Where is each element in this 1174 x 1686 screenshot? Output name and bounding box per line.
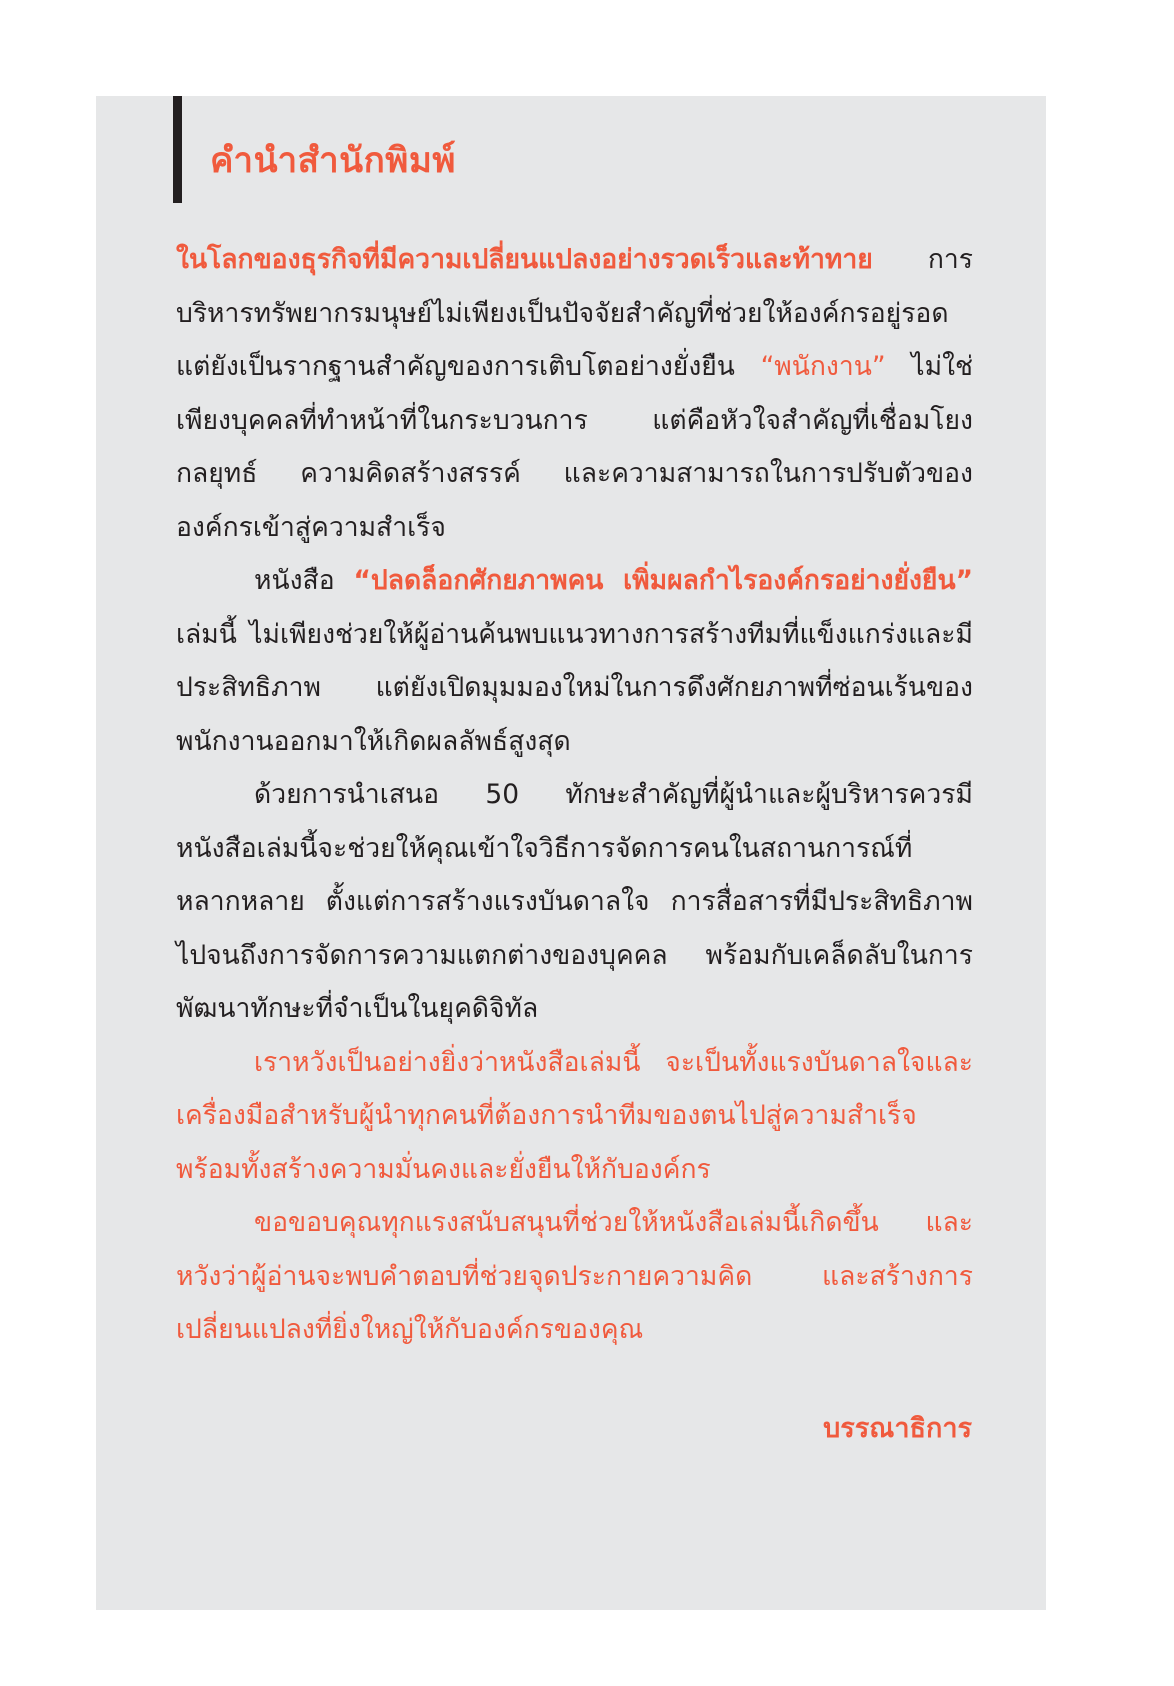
preface-body [176,233,973,1357]
intro-lead: ในโลกของธุรกิจที่มีความเปลี่ยนแปลงอย่างรวดเร็วและท้าทาย [176,244,873,275]
page-title: คำนำสำนักพิมพ์ [210,141,456,181]
paragraph-book [176,554,973,768]
intro-text-b: ไม่ใช่เพียงบุคคลที่ทำหน้าที่ในกระบวนการ แต่คือหัวใจสำคัญที่เชื่อมโยงกลยุทธ์ ความคิดสร้างสรรค์ และความสามารถในการปรับตัวขององค์กรเข้าสู่ความสำเร็จ [176,351,973,543]
paragraph-intro [176,233,973,554]
intro-highlight-employee: “พนักงาน” [760,351,886,382]
paragraph-skills: ด้วยการนำเสนอ 50 ทักษะสำคัญที่ผู้นำและผู้บริหารควรมี หนังสือเล่มนี้จะช่วยให้คุณเข้าใจวิธีการจัดการคนในสถานการณ์ที่หลากหลาย ตั้งแต่การสร้างแรงบันดาลใจ การสื่อสารที่มีประสิทธิภาพ ไปจนถึงการจัดการความแตกต่างของบุคคล พร้อมกับเคล็ดลับในการพัฒนาทักษะที่จำเป็นในยุคดิจิทัล [176,779,973,1024]
book-text-a: หนังสือ [254,565,354,596]
paragraph-thanks: ขอขอบคุณทุกแรงสนับสนุนที่ช่วยให้หนังสือเล่มนี้เกิดขึ้น และหวังว่าผู้อ่านจะพบคำตอบที่ช่วยจุดประกายความคิด และสร้างการเปลี่ยนแปลงที่ยิ่งใหญ่ให้กับองค์กรของคุณ [176,1207,973,1345]
editor-signature: บรรณาธิการ [823,1413,972,1444]
book-text-b: เล่มนี้ ไม่เพียงช่วยให้ผู้อ่านค้นพบแนวทางการสร้างทีมที่แข็งแกร่งและมีประสิทธิภาพ แต่ยังเปิดมุมมองใหม่ในการดึงศักยภาพที่ซ่อนเร้นของพนักงานออกมาให้เกิดผลลัพธ์สูงสุด [176,618,973,757]
paragraph-hope: เราหวังเป็นอย่างยิ่งว่าหนังสือเล่มนี้ จะเป็นทั้งแรงบันดาลใจและเครื่องมือสำหรับผู้นำทุกคนที่ต้องการนำทีมของตนไปสู่ความสำเร็จ พร้อมทั้งสร้างความมั่นคงและยั่งยืนให้กับองค์กร [176,1046,973,1185]
intro-text-a: การบริหารทรัพยากรมนุษย์ไม่เพียงเป็นปัจจัยสำคัญที่ช่วยให้องค์กรอยู่รอด แต่ยังเป็นรากฐานสำคัญของการเติบโตอย่างยั่งยืน [176,244,973,382]
title-accent-bar [173,96,182,203]
book-title: “ปลดล็อกศักยภาพคน เพิ่มผลกำไรองค์กรอย่างยั่งยืน” [353,565,973,596]
